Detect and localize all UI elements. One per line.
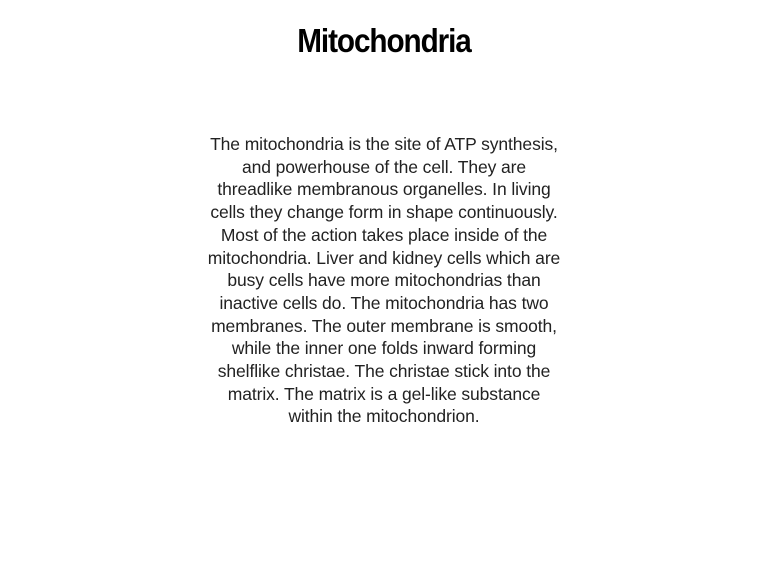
body-line: within the mitochondrion. [288,406,480,427]
body-line: The mitochondria is the site of ATP synthesis, [210,134,558,154]
slide-body-text [194,133,574,428]
body-line: cells they change form in shape continuously. [210,202,558,223]
body-line: threadlike membranous organelles. In living [217,179,551,200]
body-line: and powerhouse of the cell. They are [241,156,527,177]
body-line: shelflike christae. The christae stick into the [217,361,551,382]
body-line: while the inner one folds inward forming [231,338,537,359]
slide-title: Mitochondria [297,22,471,59]
body-line: membranes. The outer membrane is smooth, [211,315,557,336]
body-line: matrix. The matrix is a gel-like substance [227,383,541,404]
body-line: inactive cells do. The mitochondria has two [219,292,549,313]
body-line: busy cells have more mitochondrias than [227,270,541,291]
body-line: mitochondria. Liver and kidney cells which are [207,247,561,268]
body-line: Most of the action takes place inside of the [220,224,548,245]
